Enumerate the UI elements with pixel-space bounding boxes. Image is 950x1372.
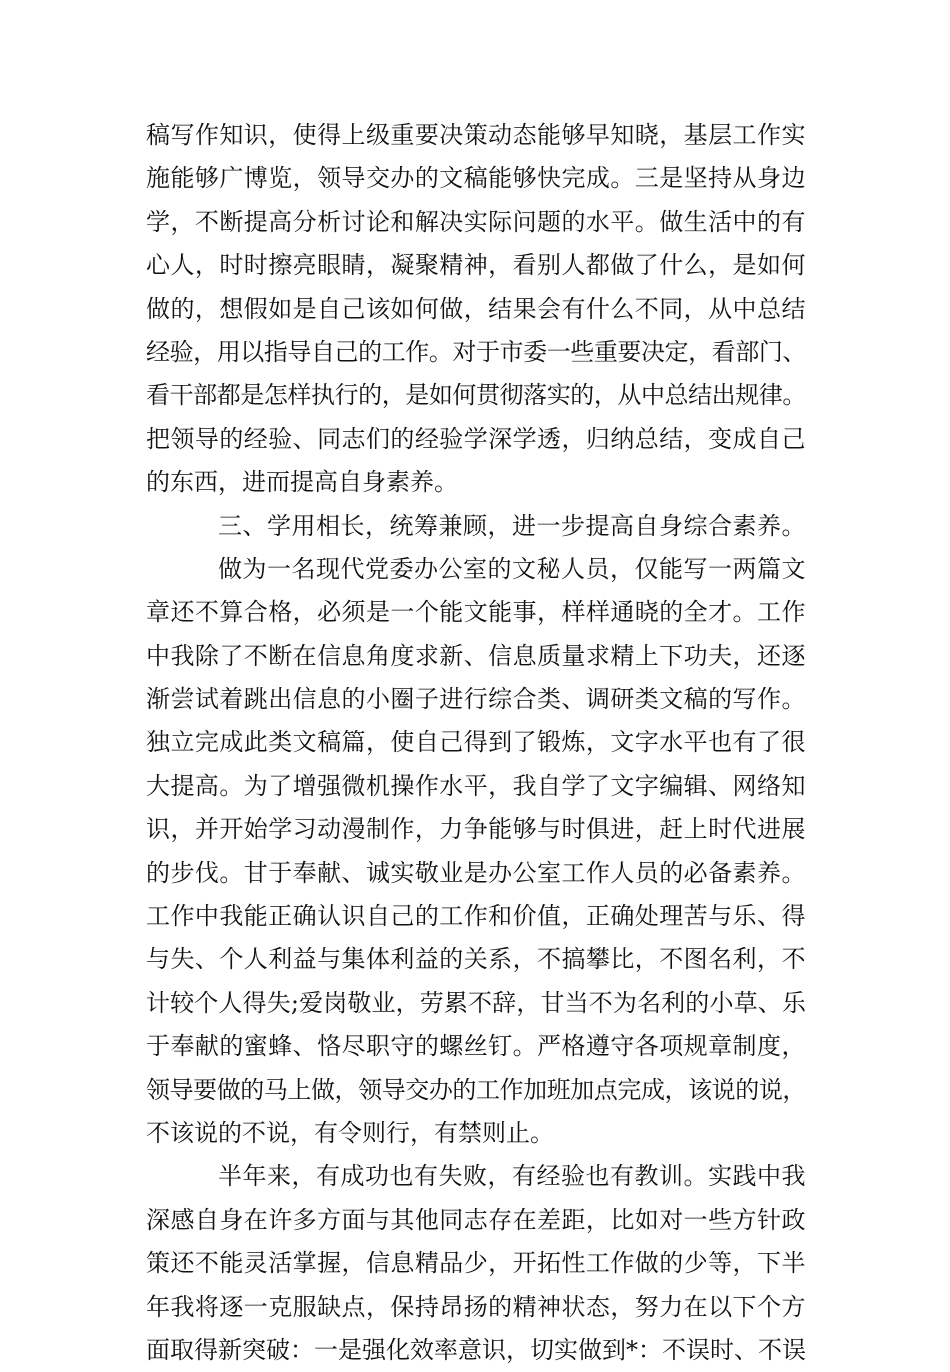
text-line: 策还不能灵活掌握，信息精品少，开拓性工作做的少等，下半 [146, 1249, 806, 1278]
text-line: 渐尝试着跳出信息的小圈子进行综合类、调研类文稿的写作。 [146, 685, 806, 714]
text-line: 稿写作知识，使得上级重要决策动态能够早知晓，基层工作实 [146, 121, 806, 149]
document-body [146, 114, 806, 1372]
text-line: 领导要做的马上做，领导交办的工作加班加点完成，该说的说， [146, 1075, 806, 1104]
text-line: 学，不断提高分析讨论和解决实际问题的水平。做生活中的有 [146, 207, 806, 236]
text-line: 与失、个人利益与集体利益的关系，不搞攀比，不图名利，不 [146, 945, 806, 974]
text-line: 深感自身在许多方面与其他同志存在差距，比如对一些方针政 [146, 1205, 806, 1234]
text-line: 三、学用相长，统筹兼顾，进一步提高自身综合素养。 [218, 511, 806, 540]
text-line: 不该说的不说，有令则行，有禁则止。 [146, 1118, 554, 1147]
text-line: 识，并开始学习动漫制作，力争能够与时俱进，赶上时代进展 [146, 815, 806, 844]
text-line: 大提高。为了增强微机操作水平，我自学了文字编辑、网络知 [146, 771, 806, 800]
text-line: 的东西，进而提高自身素养。 [146, 468, 458, 497]
text-line: 章还不算合格，必须是一个能文能事，样样通晓的全才。工作 [146, 598, 806, 627]
text-line: 做为一名现代党委办公室的文秘人员，仅能写一两篇文 [218, 554, 806, 583]
text-line: 独立完成此类文稿篇，使自己得到了锻炼，文字水平也有了很 [146, 728, 806, 757]
text-line: 心人，时时擦亮眼睛，凝聚精神，看别人都做了什么，是如何 [146, 251, 806, 280]
text-line: 计较个人得失;爱岗敬业，劳累不辞，甘当不为名利的小草、乐 [146, 988, 807, 1017]
text-line: 中我除了不断在信息角度求新、信息质量求精上下功夫，还逐 [146, 641, 806, 670]
text-line: 面取得新突破：一是强化效率意识，切实做到*：不误时、不误 [146, 1335, 806, 1364]
text-line: 施能够广博览，领导交办的文稿能够快完成。三是坚持从身边 [146, 164, 806, 193]
text-line: 把领导的经验、同志们的经验学深学透，归纳总结，变成自己 [146, 424, 806, 453]
text-line: 年我将逐一克服缺点，保持昂扬的精神状态，努力在以下个方 [146, 1292, 806, 1321]
text-line: 半年来，有成功也有失败，有经验也有教训。实践中我 [218, 1162, 806, 1191]
text-line: 看干部都是怎样执行的，是如何贯彻落实的，从中总结出规律。 [146, 381, 806, 410]
text-line: 做的，想假如是自己该如何做，结果会有什么不同，从中总结 [146, 294, 806, 323]
text-line: 的步伐。甘于奉献、诚实敬业是办公室工作人员的必备素养。 [146, 858, 806, 887]
text-line: 工作中我能正确认识自己的工作和价值，正确处理苦与乐、得 [146, 902, 806, 931]
text-line: 于奉献的蜜蜂、恪尽职守的螺丝钉。严格遵守各项规章制度， [146, 1032, 806, 1061]
text-line: 经验，用以指导自己的工作。对于市委一些重要决定，看部门、 [146, 337, 806, 366]
